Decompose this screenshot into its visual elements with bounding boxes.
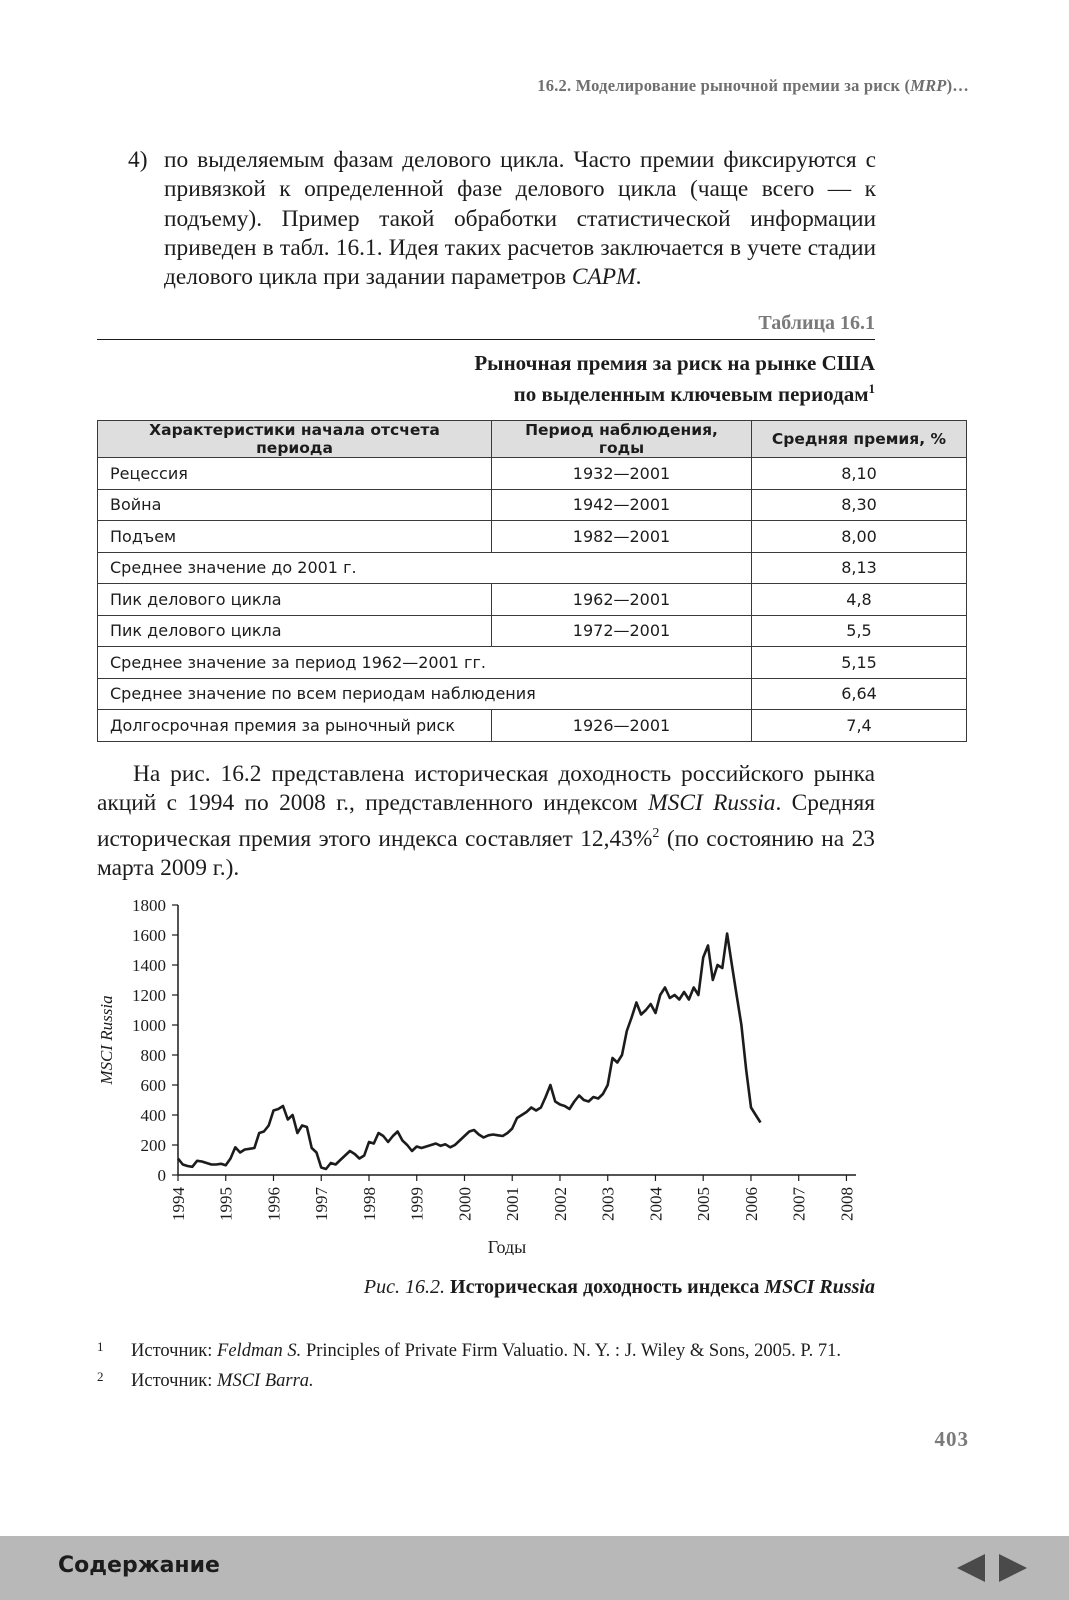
table-row [98, 521, 967, 553]
y-tick-label: 600 [140, 1076, 166, 1095]
table-title-line2: по выделенным ключевым периодам [513, 382, 869, 406]
paragraph-part: На рис. 16.2 представлена историческая доходность российского рынка акций с 1994 по 2008 г., представленного индексом [97, 761, 875, 817]
table-footnote-ref: 1 [868, 381, 875, 396]
header-period: Период наблюдения, годы [492, 421, 752, 458]
table-label: Таблица 16.1 [758, 312, 875, 334]
row-value: 7,4 [752, 710, 967, 742]
row-period: 1926—2001 [492, 710, 752, 742]
body-paragraph [97, 760, 875, 883]
footnote-mark: 1 [97, 1339, 104, 1354]
row-label: Среднее значение до 2001 г. [98, 552, 752, 584]
y-tick-label: 400 [140, 1106, 166, 1125]
row-label: Среднее значение по всем периодам наблюдения [98, 678, 752, 710]
row-value: 8,30 [752, 489, 967, 521]
footnote-em: Feldman S. [217, 1341, 302, 1361]
y-tick-label: 800 [140, 1046, 166, 1065]
footnote [97, 1370, 875, 1392]
y-tick-label: 200 [140, 1136, 166, 1155]
x-tick-label: 2006 [741, 1187, 761, 1221]
table-row [98, 678, 967, 710]
chart-svg [90, 895, 880, 1255]
triangle-left-icon [955, 1552, 987, 1584]
footnote-text: Источник: [131, 1341, 218, 1361]
row-value: 8,00 [752, 521, 967, 553]
y-tick-label: 1200 [132, 986, 166, 1005]
list-item-4 [128, 146, 876, 292]
list-text-end: . [635, 264, 642, 291]
list-text-main: по выделяемым фазам делового цикла. Часто премии фиксируются с привязкой к определенной фазе делового цикла (чаще всего — к подъему). Пример такой обработки статистической информации приведен в табл. 16.1. Идея таких расчетов заключается в учете стадии делового цикла при задании параметров [164, 147, 876, 291]
caption-number: Рис. 16.2. [363, 1276, 446, 1298]
paragraph-text [97, 760, 875, 883]
x-tick-label: 1998 [359, 1187, 379, 1221]
table-row [98, 710, 967, 742]
table-title [474, 350, 875, 407]
prev-page-button[interactable] [955, 1552, 987, 1584]
table-row [98, 552, 967, 584]
running-head-text: 16.2. Моделирование рыночной премии за риск ( [537, 76, 911, 95]
row-value: 4,8 [752, 584, 967, 616]
caption-title: Историческая доходность индекса [450, 1276, 765, 1298]
paragraph-part: (по состоянию на 23 марта 2009 г.). [97, 825, 875, 881]
row-period: 1972—2001 [492, 615, 752, 647]
row-label: Пик делового цикла [98, 615, 492, 647]
row-value: 8,13 [752, 552, 967, 584]
list-number: 4) [128, 147, 148, 173]
x-tick-label: 2004 [646, 1187, 666, 1221]
row-label: Пик делового цикла [98, 584, 492, 616]
bottom-nav-bar [0, 1536, 1069, 1600]
x-tick-label: 2008 [837, 1187, 857, 1221]
list-text-em: CAPM [571, 264, 636, 291]
y-axis-title: MSCI Russia [97, 995, 116, 1085]
row-value: 5,15 [752, 647, 967, 679]
paragraph-part: . Средняя историческая премия этого индекса составляет 12,43% [97, 790, 875, 852]
msci-russia-series-line [178, 934, 761, 1170]
row-period: 1962—2001 [492, 584, 752, 616]
table-row [98, 584, 967, 616]
contents-link[interactable]: Содержание [58, 1553, 220, 1578]
next-page-button[interactable] [997, 1552, 1029, 1584]
page-number: 403 [934, 1427, 969, 1451]
y-tick-label: 1000 [132, 1016, 166, 1035]
x-tick-label: 2007 [789, 1187, 809, 1221]
header-premium: Средняя премия, % [752, 421, 967, 458]
x-tick-label: 2003 [598, 1187, 618, 1221]
footnote-em: MSCI Barra. [217, 1371, 314, 1391]
figure-caption [364, 1276, 875, 1299]
y-tick-label: 1400 [132, 956, 166, 975]
footnotes [97, 1340, 875, 1400]
row-label: Долгосрочная премия за рыночный риск [98, 710, 492, 742]
row-value: 8,10 [752, 458, 967, 490]
footnote-mark: 2 [97, 1369, 104, 1384]
row-period: 1982—2001 [492, 521, 752, 553]
row-value: 5,5 [752, 615, 967, 647]
table-row [98, 458, 967, 490]
table-title-line1: Рыночная премия за риск на рынке США [474, 351, 875, 375]
msci-russia-chart [90, 895, 880, 1259]
table-row [98, 647, 967, 679]
x-tick-label: 2005 [694, 1187, 714, 1221]
footnote-ref: 2 [652, 825, 660, 841]
x-tick-label: 1994 [169, 1187, 188, 1221]
list-text [164, 146, 876, 292]
table-divider [97, 339, 875, 340]
x-tick-label: 2001 [503, 1187, 523, 1221]
caption-em: MSCI Russia [764, 1276, 875, 1298]
row-period: 1932—2001 [492, 458, 752, 490]
row-value: 6,64 [752, 678, 967, 710]
footnote [97, 1340, 875, 1362]
footnote-text: Источник: [131, 1371, 218, 1391]
running-head-end: )… [946, 76, 969, 95]
y-tick-label: 1800 [132, 896, 166, 915]
y-tick-label: 1600 [132, 926, 166, 945]
table-row [98, 615, 967, 647]
x-tick-label: 1999 [407, 1187, 427, 1221]
footnote-text: Principles of Private Firm Valuatio. N. Y. : J. Wiley & Sons, 2005. P. 71. [301, 1341, 842, 1361]
row-label: Рецессия [98, 458, 492, 490]
row-label: Среднее значение за период 1962—2001 гг. [98, 647, 752, 679]
x-tick-label: 1996 [264, 1187, 284, 1221]
x-tick-label: 1995 [216, 1187, 236, 1221]
premium-table [97, 420, 967, 742]
table-header-row [98, 421, 967, 458]
x-tick-label: 1997 [312, 1187, 332, 1221]
row-label: Война [98, 489, 492, 521]
paragraph-em: MSCI Russia [648, 790, 776, 817]
x-tick-label: 2000 [455, 1187, 475, 1221]
header-characteristics: Характеристики начала отсчета периода [98, 421, 492, 458]
table-row [98, 489, 967, 521]
triangle-right-icon [997, 1552, 1029, 1584]
y-tick-label: 0 [157, 1166, 166, 1185]
table-title-line2-wrap [474, 376, 875, 407]
row-label: Подъем [98, 521, 492, 553]
x-axis-title: Годы [487, 1237, 527, 1255]
running-head [537, 76, 969, 96]
x-tick-label: 2002 [550, 1187, 570, 1221]
running-head-em: MRP [910, 76, 947, 95]
row-period: 1942—2001 [492, 489, 752, 521]
